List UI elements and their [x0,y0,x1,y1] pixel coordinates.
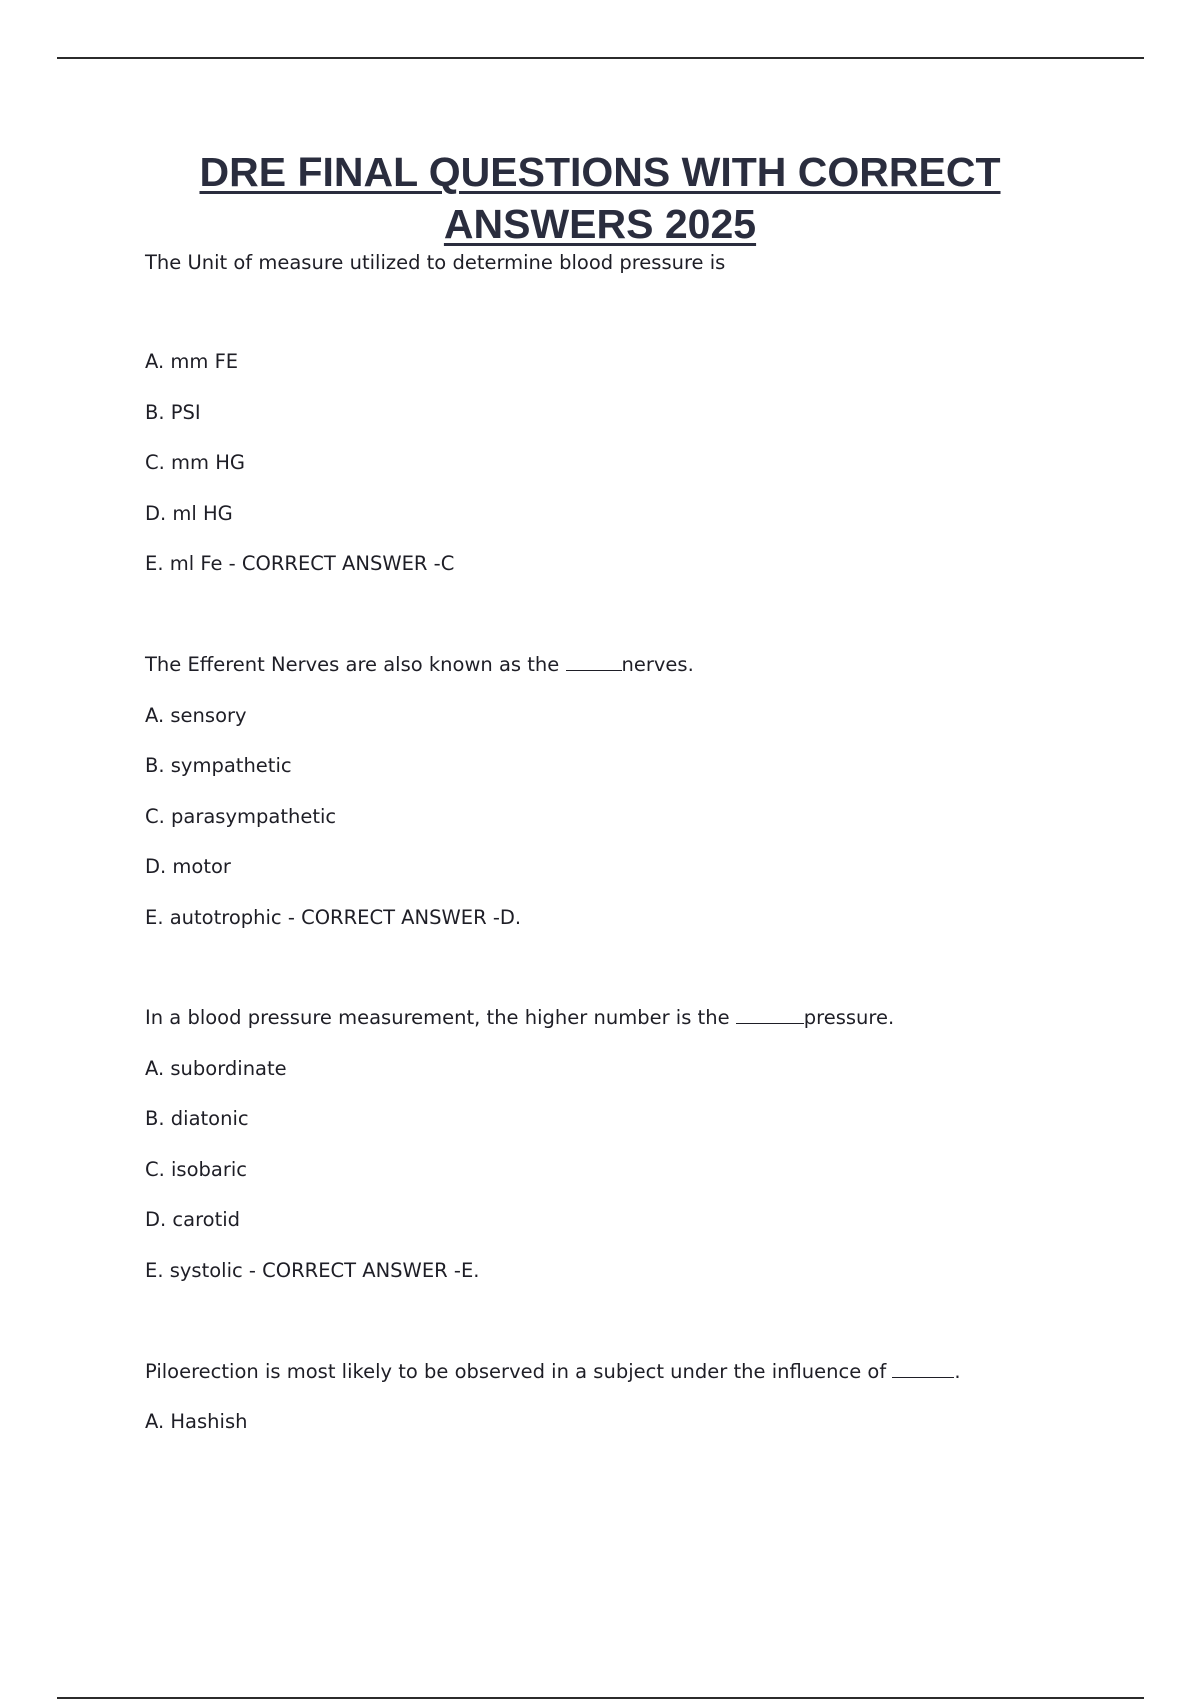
question-1-option-d: D. ml HG [145,502,233,525]
question-4-option-a: A. Hashish [145,1410,248,1433]
question-3-stem [145,1005,894,1031]
fill-in-blank [736,1005,804,1024]
question-2-option-d: D. motor [145,855,231,878]
question-1-option-b: B. PSI [145,401,201,424]
question-3-option-d: D. carotid [145,1208,241,1231]
fill-in-blank [892,1359,954,1378]
question-2-option-b: B. sympathetic [145,754,292,777]
question-1-option-c: C. mm HG [145,451,245,474]
question-3-option-a: A. subordinate [145,1057,287,1080]
question-4-stem-tail: . [954,1360,961,1383]
question-3-stem-tail: pressure. [803,1006,895,1029]
question-3-option-e: E. systolic - CORRECT ANSWER -E. [145,1259,480,1282]
question-4-stem-text: Piloerection is most likely to be observed in a subject under the influence of [145,1360,893,1383]
question-2-option-a: A. sensory [145,704,247,727]
question-3-stem-text: In a blood pressure measurement, the higher number is the [145,1006,736,1029]
question-2-option-e: E. autotrophic - CORRECT ANSWER -D. [145,906,522,929]
question-1-stem: The Unit of measure utilized to determine blood pressure is [145,251,726,274]
question-1-option-e: E. ml Fe - CORRECT ANSWER -C [145,552,455,575]
header-rule [57,57,1144,59]
question-3-option-b: B. diatonic [145,1107,249,1130]
question-2-stem [145,652,694,678]
question-3-option-c: C. isobaric [145,1158,248,1181]
footer-rule [57,1697,1144,1699]
question-4-stem [145,1359,961,1385]
title-line-1: DRE FINAL QUESTIONS WITH CORRECT [199,149,1001,195]
question-2-stem-tail: nerves. [621,653,694,676]
question-2-option-c: C. parasympathetic [145,805,337,828]
question-2-stem-text: The Efferent Nerves are also known as the [145,653,566,676]
title-line-2: ANSWERS 2025 [443,201,757,247]
fill-in-blank [566,652,622,671]
question-1-option-a: A. mm FE [145,350,239,373]
document-title [0,146,1200,250]
